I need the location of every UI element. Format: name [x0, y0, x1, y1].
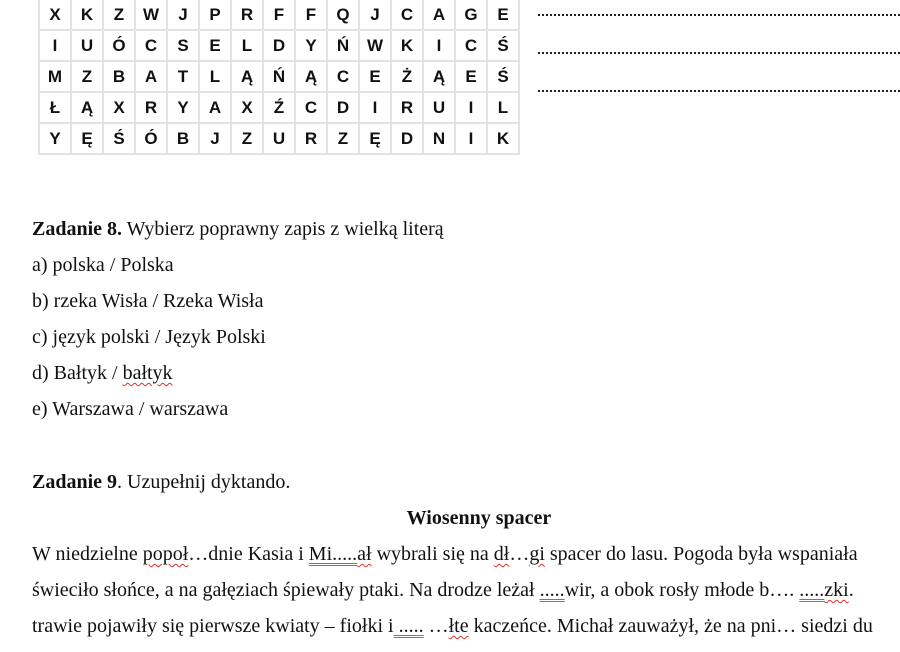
answer-line[interactable] — [538, 14, 900, 16]
text-segment: … — [509, 543, 530, 565]
grid-cell: A — [135, 61, 167, 92]
grammar-flagged-text[interactable]: ..... — [539, 579, 565, 601]
grammar-flagged-text[interactable]: ..... — [799, 579, 825, 601]
grid-cell: W — [135, 0, 167, 30]
grammar-flagged-text[interactable]: Mi..... — [308, 543, 358, 565]
grid-cell: K — [71, 0, 103, 30]
text-segment: wir, a obok rosły młode b…. — [564, 579, 800, 601]
grid-cell: P — [199, 0, 231, 30]
dictation-line — [32, 615, 873, 637]
task8-heading — [32, 218, 444, 240]
text-segment: kaczeńce. Michał zauważył, że na pni… siedzi du — [468, 615, 873, 637]
grid-row — [39, 92, 519, 123]
task8-option-a — [32, 254, 174, 276]
grid-cell: C — [455, 30, 487, 61]
grid-row — [39, 123, 519, 154]
task9-label: Zadanie 9 — [32, 471, 118, 493]
grid-cell: Ź — [263, 92, 295, 123]
spellcheck-flagged-word[interactable]: łte — [448, 615, 469, 637]
grid-cell: Ą — [295, 61, 327, 92]
grid-cell: Ń — [327, 30, 359, 61]
grid-cell: Ę — [359, 123, 391, 154]
grid-cell: C — [391, 0, 423, 30]
grid-cell: Ó — [103, 30, 135, 61]
grid-cell: Ą — [231, 61, 263, 92]
word-search-grid — [38, 0, 520, 155]
option-letter: d) — [32, 362, 49, 384]
grid-cell: Ń — [263, 61, 295, 92]
grid-cell: J — [199, 123, 231, 154]
task8-option-b — [32, 290, 263, 312]
grid-cell: M — [39, 61, 71, 92]
grammar-flagged-text[interactable]: ..... — [393, 615, 424, 637]
grid-cell: E — [455, 61, 487, 92]
grid-cell: D — [391, 123, 423, 154]
grid-cell: W — [359, 30, 391, 61]
grid-cell: D — [263, 30, 295, 61]
grid-cell: B — [103, 61, 135, 92]
option-text: język polski / Język Polski — [47, 326, 266, 348]
grid-cell: Z — [71, 61, 103, 92]
grid-cell: S — [167, 30, 199, 61]
grid-cell: N — [423, 123, 455, 154]
grid-cell: Ś — [103, 123, 135, 154]
grid-cell: R — [135, 92, 167, 123]
grid-cell: X — [231, 92, 263, 123]
option-letter: a) — [32, 254, 48, 276]
grid-cell: E — [487, 0, 519, 30]
grid-cell: X — [103, 92, 135, 123]
task8-option-e — [32, 398, 228, 420]
spellcheck-flagged-word[interactable]: bałtyk — [122, 362, 173, 384]
task8-option-d — [32, 362, 173, 384]
grid-cell: D — [327, 92, 359, 123]
grid-cell: Z — [327, 123, 359, 154]
grid-cell: R — [391, 92, 423, 123]
grid-cell: E — [199, 30, 231, 61]
grid-cell: L — [199, 61, 231, 92]
spellcheck-flagged-word[interactable]: ał — [357, 543, 372, 565]
grid-cell: J — [167, 0, 199, 30]
spellcheck-flagged-word[interactable]: dł — [493, 543, 510, 565]
grid-cell: L — [231, 30, 263, 61]
option-letter: e) — [32, 398, 48, 420]
option-text: Warszawa / warszawa — [47, 398, 229, 420]
grid-cell: Ś — [487, 61, 519, 92]
grid-cell: J — [359, 0, 391, 30]
dictation-line — [32, 579, 854, 601]
grid-cell: Y — [39, 123, 71, 154]
grid-cell: Z — [231, 123, 263, 154]
text-segment: świeciło słońce, a na gałęziach śpiewały ptaki. Na drodze leżał — [32, 579, 540, 601]
grid-cell: I — [359, 92, 391, 123]
grid-cell: I — [455, 123, 487, 154]
grid-cell: I — [455, 92, 487, 123]
text-segment: …dnie Kasia i — [188, 543, 309, 565]
option-text: Bałtyk / — [48, 362, 123, 384]
grid-cell: B — [167, 123, 199, 154]
grid-cell: Ą — [71, 92, 103, 123]
task9-heading — [32, 471, 290, 493]
option-letter: c) — [32, 326, 48, 348]
grid-cell: T — [167, 61, 199, 92]
grid-cell: C — [295, 92, 327, 123]
grid-cell: Ą — [423, 61, 455, 92]
text-segment: W niedzielne — [32, 543, 143, 565]
grid-cell: A — [423, 0, 455, 30]
grid-row — [39, 30, 519, 61]
text-segment: wybrali się na — [371, 543, 494, 565]
grid-cell: A — [199, 92, 231, 123]
grid-cell: X — [39, 0, 71, 30]
option-text: rzeka Wisła / Rzeka Wisła — [48, 290, 264, 312]
answer-lines — [538, 14, 900, 128]
grid-cell: L — [487, 92, 519, 123]
dictation-title: Wiosenny spacer — [406, 507, 552, 529]
spellcheck-flagged-word[interactable]: popoł — [142, 543, 189, 565]
grid-cell: E — [359, 61, 391, 92]
task8-label: Zadanie 8. — [32, 218, 123, 240]
grid-cell: U — [263, 123, 295, 154]
grid-cell: Ł — [39, 92, 71, 123]
grid-cell: Y — [167, 92, 199, 123]
grid-cell: Q — [327, 0, 359, 30]
grid-cell: I — [39, 30, 71, 61]
grid-row — [39, 0, 519, 30]
grid-cell: F — [263, 0, 295, 30]
grid-cell: K — [487, 123, 519, 154]
text-segment: . — [848, 579, 854, 601]
task9-instruction: . Uzupełnij dyktando. — [117, 471, 291, 493]
task8-instruction: Wybierz poprawny zapis z wielką literą — [122, 218, 444, 240]
option-letter: b) — [32, 290, 49, 312]
grid-cell: I — [423, 30, 455, 61]
grid-cell: U — [71, 30, 103, 61]
option-text: polska / Polska — [47, 254, 174, 276]
grid-cell: F — [295, 0, 327, 30]
grid-cell: R — [231, 0, 263, 30]
grid-cell: R — [295, 123, 327, 154]
task8-option-c — [32, 326, 266, 348]
spellcheck-flagged-word[interactable]: zki — [824, 579, 849, 601]
grid-cell: Ę — [71, 123, 103, 154]
grid-cell: G — [455, 0, 487, 30]
dictation-line — [32, 543, 858, 565]
grid-cell: Ż — [391, 61, 423, 92]
answer-line[interactable] — [538, 52, 900, 54]
answer-line[interactable] — [538, 90, 900, 92]
grid-cell: C — [135, 30, 167, 61]
text-segment: trawie pojawiły się pierwsze kwiaty – fiołki i — [32, 615, 394, 637]
grid-cell: C — [327, 61, 359, 92]
grid-cell: U — [423, 92, 455, 123]
grid-row — [39, 61, 519, 92]
text-segment: … — [423, 615, 449, 637]
text-segment: spacer do lasu. Pogoda była wspaniała — [544, 543, 858, 565]
grid-cell: Z — [103, 0, 135, 30]
grid-cell: K — [391, 30, 423, 61]
grid-cell: Y — [295, 30, 327, 61]
spellcheck-flagged-word[interactable]: gi — [529, 543, 545, 565]
grid-cell: Ś — [487, 30, 519, 61]
grid-cell: Ó — [135, 123, 167, 154]
